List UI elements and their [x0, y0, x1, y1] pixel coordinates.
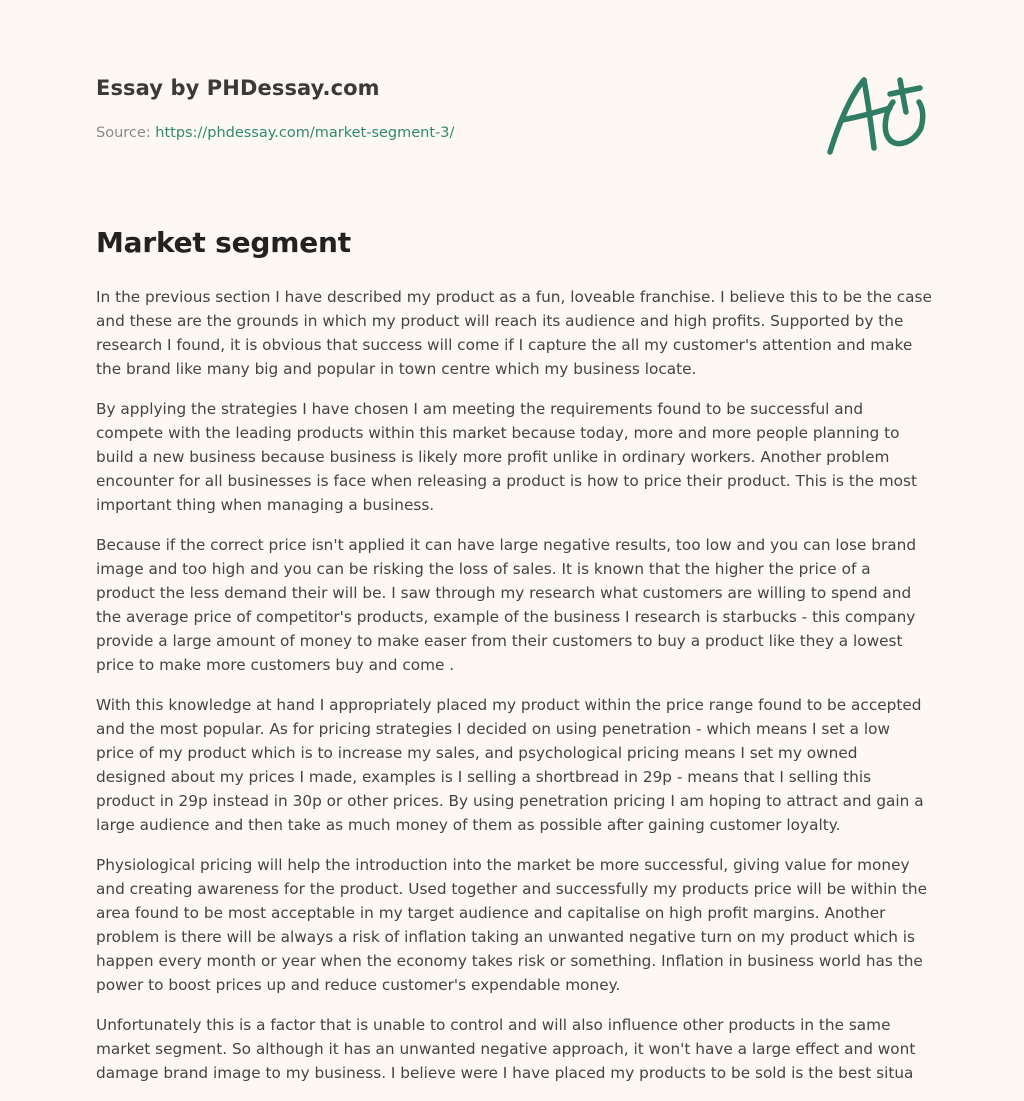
essay-paragraph: With this knowledge at hand I appropriately placed my product within the price range found to be accepted and the most popular. As for pricing strategies I decided on using penetration - which means I set a low price of my product which is to increase my sales, and psychological pricing means I set my owned designed about my prices I made, examples is I selling a shortbread in 29p - means that I selling this product in 29p instead in 30p or other prices. By using penetration pricing I am hoping to attract and gain a large audience and then take as much money of them as possible after gaining customer loyalty.: [96, 696, 924, 834]
a-plus-grade-icon: [824, 68, 928, 164]
essay-paragraph: By applying the strategies I have chosen I am meeting the requirements found to be successful and compete with the leading products within this market because today, more and more people planning to build a new business because business is likely more profit unlike in ordinary workers. Another problem encounter for all businesses is face when releasing a product is how to price their product. This is the most important thing when managing a business.: [96, 400, 918, 514]
essay-paragraph: Unfortunately this is a factor that is unable to control and will also influence other products in the same market segment. So although it has an unwanted negative approach, it won't have a large effect and wont damage brand image to my business. I believe were I have placed my products to be sold is the best situa: [96, 1016, 916, 1082]
source-label: Source:: [96, 125, 151, 141]
essay-title: Market segment: [96, 226, 351, 259]
source-line: [96, 125, 454, 141]
source-link[interactable]: https://phdessay.com/market-segment-3/: [155, 125, 455, 141]
essay-paragraph: In the previous section I have described my product as a fun, loveable franchise. I believe this to be the case and these are the grounds in which my product will reach its audience and high profits. Supported by the research I found, it is obvious that success will come if I capture the all my customer's attention and make the brand like many big and popular in town centre which my business locate.: [96, 288, 932, 378]
essay-header: [96, 74, 936, 184]
essay-body: [96, 285, 932, 1101]
essay-paragraph: Because if the correct price isn't applied it can have large negative results, too low and you can lose brand image and too high and you can be risking the loss of sales. It is known that the higher the price of a product the less demand their will be. I saw through my research what customers are willing to spend and the average price of competitor's products, example of the business I research is starbucks - this company provide a large amount of money to make easer from their customers to buy a product like they a lowest price to make more customers buy and come .: [96, 536, 917, 674]
essay-paragraph: Physiological pricing will help the introduction into the market be more successful, giving value for money and creating awareness for the product. Used together and successfully my products price will be within the area found to be most acceptable in my target audience and capitalise on high profit margins. Another problem is there will be always a risk of inflation taking an unwanted negative turn on my product which is happen every month or year when the economy takes risk or something. Inflation in business world has the power to boost prices up and reduce customer's expendable money.: [96, 856, 927, 994]
site-title: Essay by PHDessay.com: [96, 76, 380, 100]
